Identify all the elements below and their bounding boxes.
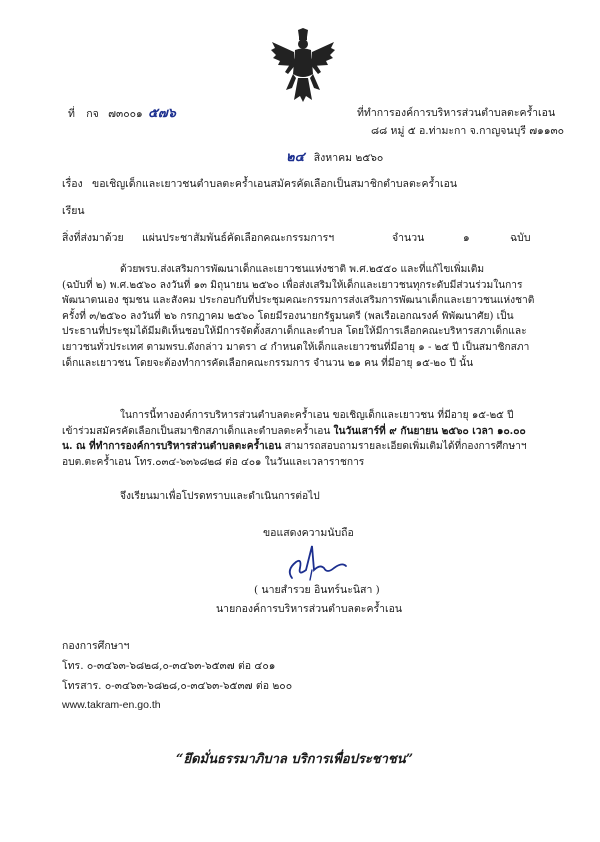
subject-label: เรื่อง bbox=[62, 178, 83, 190]
signer-name: ( นายสำรวย อินทร์นะนิสา ) bbox=[254, 584, 380, 596]
paragraph-1 bbox=[62, 262, 548, 371]
enclosure-label: สิ่งที่ส่งมาด้วย bbox=[62, 232, 124, 244]
footer-department: กองการศึกษาฯ bbox=[62, 640, 130, 652]
regards: ขอแสดงความนับถือ bbox=[263, 527, 354, 539]
closing-line: จึงเรียนมาเพื่อโปรดทราบและดำเนินการต่อไป bbox=[120, 491, 320, 502]
paragraph-1-line: (ฉบับที่ ๒) พ.ศ.๒๕๖๐ ลงวันที่ ๑๓ มิถุนายน ๒๕๖๐ เพื่อส่งเสริมให้เด็กและเยาวชนทุกระดับมีส่วนร่วมในการ bbox=[62, 279, 523, 291]
paragraph-1-line: ด้วยพรบ.ส่งเสริมการพัฒนาเด็กและเยาวชนแห่งชาติ พ.ศ.๒๕๕๐ และที่แก้ไขเพิ่มเติม bbox=[120, 264, 485, 275]
paragraph-2-line bbox=[62, 439, 548, 455]
enclosure-qty: ๑ bbox=[463, 232, 470, 244]
doc-no-number: ๗๓๐๐๑ bbox=[108, 108, 143, 120]
paragraph-1-line: ประธานที่ประชุมได้มีมติเห็นชอบให้มีการจัดตั้งสภาเด็กและตำบล โดยให้มีการเลือกคณะบริหารสภาเด็กและ bbox=[62, 326, 527, 338]
paragraph-2-line: ในการนี้ทางองค์การบริหารส่วนตำบลตะคร้ำเอน ขอเชิญเด็กและเยาวชน ที่มีอายุ ๑๕-๒๕ ปี bbox=[120, 410, 514, 421]
paragraph-1-line: เยาวชนทั่วประเทศ ตามพรบ.ดังกล่าว มาตรา ๔ กำหนดให้เด็กและเยาวชนที่มีอายุ ๑ - ๒๕ ปี เป็นสมาชิกสภา bbox=[62, 341, 530, 353]
signature-image bbox=[272, 540, 372, 585]
footer-telephone: โทร. ๐-๓๔๖๓-๖๘๒๘,๐-๓๔๖๓-๖๕๓๗ ต่อ ๔๐๑ bbox=[62, 660, 276, 672]
paragraph-2-text: เข้าร่วมสมัครคัดเลือกเป็นสมาชิกสภาเด็กและตำบลตะคร้ำเอน bbox=[62, 425, 334, 437]
sender-address-line2: ๘๘ หมู่ ๕ อ.ท่ามะกา จ.กาญจนบุรี ๗๑๑๓๐ bbox=[371, 125, 565, 137]
slogan: “ยึดมั่นธรรมาภิบาล บริการเพื่อประชาชน” bbox=[176, 752, 414, 767]
paragraph-2 bbox=[62, 408, 548, 470]
event-venue: น. ณ ที่ทำการองค์การบริหารส่วนตำบลตะคร้ำเอน bbox=[62, 440, 282, 453]
signer-position: นายกองค์การบริหารส่วนตำบลตะคร้ำเอน bbox=[216, 603, 403, 615]
paragraph-1-line: พัฒนาตนเอง ชุมชน และสังคม ประกอบกับที่ประชุมคณะกรรมการส่งเสริมการพัฒนาเด็กและเยาวชนแห่งชาติ bbox=[62, 295, 535, 307]
enclosure-item: แผ่นประชาสัมพันธ์คัดเลือกคณะกรรมการฯ bbox=[142, 232, 335, 244]
paragraph-2-text: สามารถสอบถามรายละเอียดเพิ่มเติมได้ที่กองการศึกษาฯ bbox=[281, 441, 527, 453]
subject-text: ขอเชิญเด็กและเยาวชนตำบลตะคร้ำเอนสมัครคัดเลือกเป็นสมาชิกตำบลตะคร้ำเอน bbox=[92, 178, 458, 190]
footer-website-link[interactable]: www.takram-en.go.th bbox=[62, 699, 161, 711]
paragraph-1-line: ครั้งที่ ๓/๒๕๖๐ ลงวันที่ ๒๖ กรกฎาคม ๒๕๖๐ โดยมีรองนายกรัฐมนตรี (พลเรือเอกณรงค์ พิพัฒนาศัย) เป็น bbox=[62, 310, 514, 322]
doc-no-handwritten: ๕๗๖ bbox=[148, 106, 176, 121]
doc-no-prefix: กจ bbox=[86, 108, 99, 120]
date-month-year: สิงหาคม ๒๕๖๐ bbox=[313, 152, 384, 164]
paragraph-1-line: เด็กและเยาวชน โดยจะต้องทำการคัดเลือกคณะกรรมการ จำนวน ๒๑ คน ที่มีอายุ ๑๕-๒๐ ปี นั้น bbox=[62, 357, 474, 369]
paragraph-2-line: อบต.ตะคร้ำเอน โทร.๐๓๔-๖๓๖๘๒๘ ต่อ ๔๐๑ ในวันและเวลาราชการ bbox=[62, 456, 365, 468]
paragraph-2-line bbox=[62, 424, 548, 440]
sender-address-line1: ที่ทำการองค์การบริหารส่วนตำบลตะคร้ำเอน bbox=[357, 107, 556, 119]
doc-no-label: ที่ bbox=[68, 108, 75, 120]
event-date-time: ในวันเสาร์ที่ ๙ กันยายน ๒๕๖๐ เวลา ๑๐.๐๐ bbox=[333, 424, 526, 437]
garuda-emblem-icon bbox=[270, 28, 336, 104]
salutation: เรียน bbox=[62, 205, 85, 217]
enclosure-unit: ฉบับ bbox=[510, 232, 531, 244]
date-day-handwritten: ๒๔ bbox=[286, 150, 305, 165]
enclosure-qty-label: จำนวน bbox=[392, 232, 425, 244]
footer-fax: โทรสาร. ๐-๓๔๖๓-๖๘๒๘,๐-๓๔๖๓-๖๕๓๗ ต่อ ๒๐๐ bbox=[62, 680, 293, 692]
